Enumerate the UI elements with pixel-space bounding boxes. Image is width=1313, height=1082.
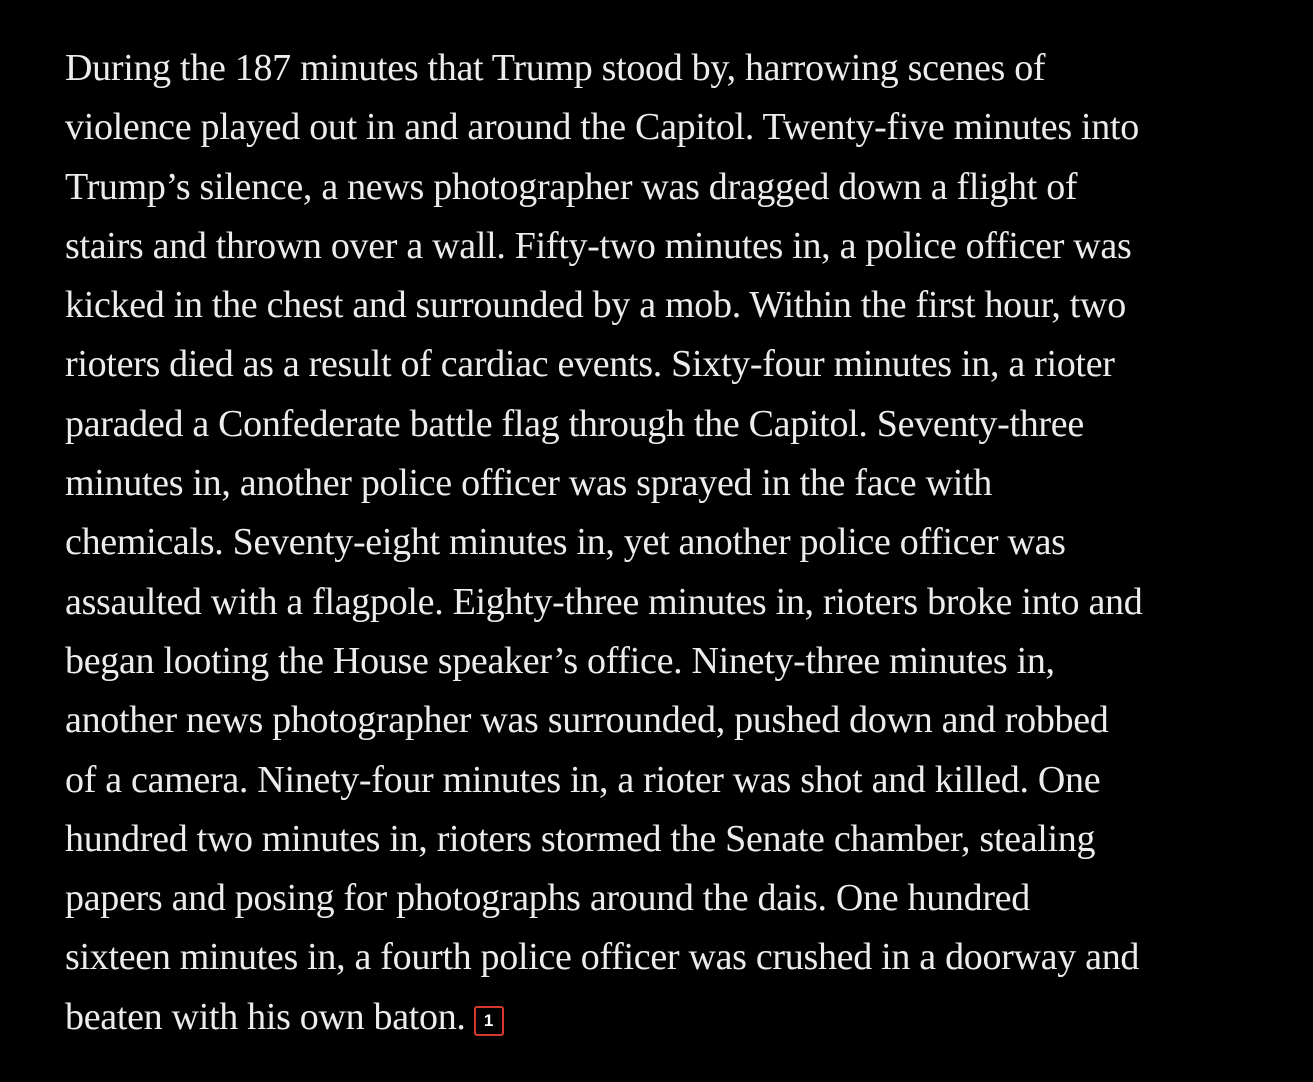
paragraph-line: hundred two minutes in, rioters stormed the Senate chamber, stealing: [65, 817, 1096, 860]
article-paragraph: [65, 39, 1265, 1047]
paragraph-line: another news photographer was surrounded, pushed down and robbed: [65, 699, 1109, 742]
paragraph-line: violence played out in and around the Capitol. Twenty-five minutes into: [65, 106, 1139, 149]
paragraph-line: assaulted with a flagpole. Eighty-three minutes in, rioters broke into and: [65, 580, 1143, 623]
paragraph-line: minutes in, another police officer was sprayed in the face with: [65, 462, 992, 505]
last-line-text: beaten with his own baton.: [65, 995, 466, 1038]
footnote-marker[interactable]: 1: [474, 1006, 504, 1036]
paragraph-line: Trump’s silence, a news photographer was dragged down a flight of: [65, 165, 1078, 208]
paragraph-line: chemicals. Seventy-eight minutes in, yet another police officer was: [65, 521, 1066, 564]
paragraph-line: rioters died as a result of cardiac events. Sixty-four minutes in, a rioter: [65, 343, 1115, 386]
paragraph-last-line: [65, 988, 1265, 1047]
paragraph-line: During the 187 minutes that Trump stood by, harrowing scenes of: [65, 47, 1046, 89]
paragraph-line: papers and posing for photographs around the dais. One hundred: [65, 877, 1030, 920]
paragraph-line: of a camera. Ninety-four minutes in, a rioter was shot and killed. One: [65, 758, 1101, 801]
paragraph-line: kicked in the chest and surrounded by a mob. Within the first hour, two: [65, 284, 1126, 327]
paragraph-line: stairs and thrown over a wall. Fifty-two minutes in, a police officer was: [65, 224, 1132, 267]
paragraph-line: paraded a Confederate battle flag through the Capitol. Seventy-three: [65, 402, 1084, 445]
paragraph-line: sixteen minutes in, a fourth police officer was crushed in a doorway and: [65, 936, 1140, 979]
paragraph-line: began looting the House speaker’s office. Ninety-three minutes in,: [65, 639, 1055, 682]
